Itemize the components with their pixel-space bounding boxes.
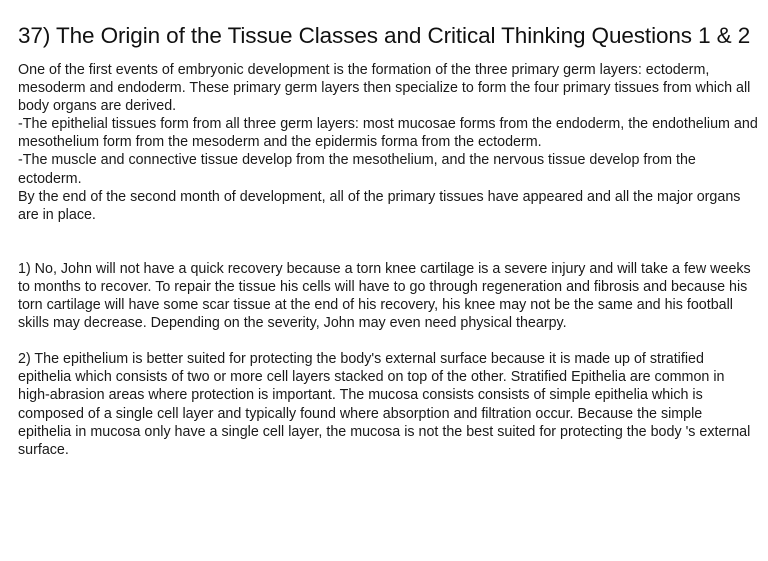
- answers-section: [18, 260, 758, 459]
- answer-2: 2) The epithelium is better suited for protecting the body's external surface because it is made up of stratified epithelia which consists of two or more cell layers stacked on top of the other. Stratified Epithelia are common in high-abrasion areas where protection is important. The mucosa consists consists of simple epithelia which is composed of a single cell layer and typically found where absorption and filtration occur. Because the simple epithelia in mucosa only have a single cell layer, the mucosa is not the best suited for protecting the body 's external surface.: [18, 351, 751, 458]
- answer-1: 1) No, John will not have a quick recovery because a torn knee cartilage is a severe injury and will take a few weeks to months to recover. To repair the tissue his cells will have to go through regeneration and fibrosis and because his torn cartilage will have some scar tissue at the end of his recovery, his knee may not be the same and his football skills may decrease. Depending on the severity, John may even need physical thearpy.: [18, 260, 751, 332]
- intro-paragraph-4: By the end of the second month of development, all of the primary tissues have appeared and all the major organs are in place.: [18, 188, 741, 223]
- intro-paragraph-2: -The epithelial tissues form from all three germ layers: most mucosae forms from the endoderm, the endothelium and mesothelium form from the mesoderm and the epidermis forma from the ectoderm.: [18, 116, 758, 151]
- document-page: [18, 0, 758, 459]
- intro-paragraph-1: One of the first events of embryonic development is the formation of the three primary germ layers: ectoderm, mesoderm and endoderm. These primary germ layers then specialize to form the four primary tissues from which all body organs are derived.: [18, 62, 751, 115]
- intro-section: [18, 61, 758, 224]
- intro-paragraph-3: -The muscle and connective tissue develop from the mesothelium, and the nervous tissue develop from the ectoderm.: [18, 152, 696, 187]
- page-title: 37) The Origin of the Tissue Classes and Critical Thinking Questions 1 & 2: [18, 23, 751, 48]
